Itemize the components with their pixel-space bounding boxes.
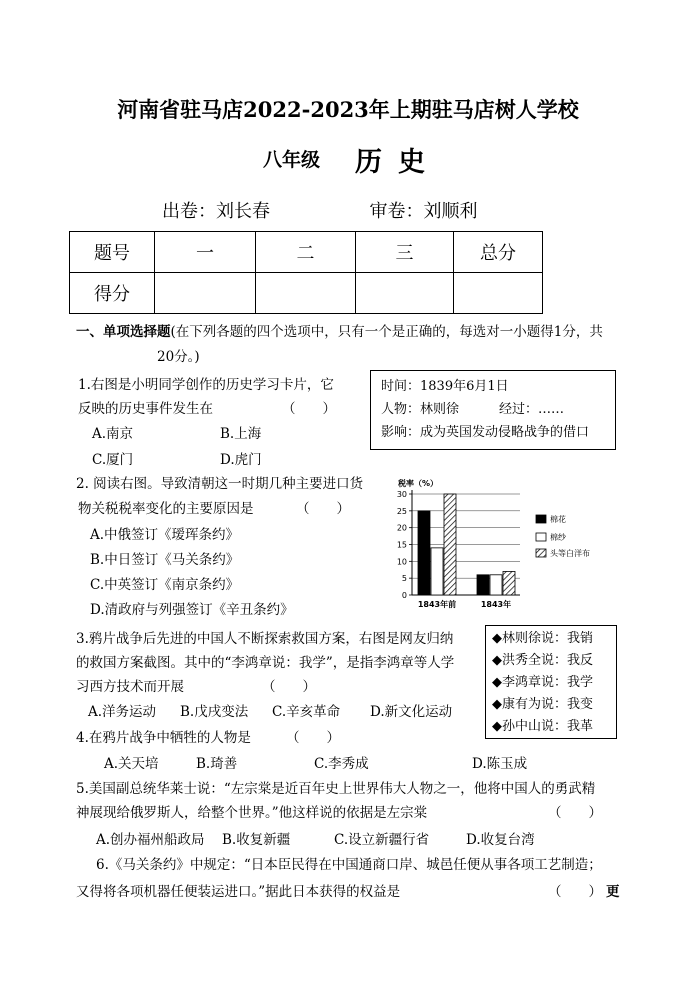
table-cell: 总分 bbox=[454, 232, 543, 273]
table-row bbox=[70, 273, 543, 314]
legend-swatch bbox=[536, 533, 546, 541]
q1-option-b[interactable]: B.上海 bbox=[220, 426, 262, 442]
legend-swatch bbox=[536, 549, 546, 557]
table-cell: 题号 bbox=[70, 232, 155, 273]
q3-option-c[interactable]: C.辛亥革命 bbox=[272, 704, 341, 720]
plan-item: ◆李鸿章说：我学 bbox=[492, 675, 593, 690]
bar-头等白洋布 bbox=[444, 494, 456, 595]
tariff-chart bbox=[392, 476, 614, 616]
reviewer-label: 审卷：刘顺利 bbox=[369, 201, 478, 222]
q4-option-d[interactable]: D.陈玉成 bbox=[472, 756, 528, 772]
bar-头等白洋布 bbox=[503, 571, 515, 595]
y-tick-label: 30 bbox=[396, 490, 407, 499]
section-desc: (在下列各题的四个选项中，只有一个是正确的，每选对一小题得1分，共 bbox=[170, 324, 603, 340]
y-tick-label: 15 bbox=[396, 540, 407, 550]
bar-棉花 bbox=[418, 511, 430, 595]
q1-line1: 1.右图是小明同学创作的历史学习卡片，它 bbox=[78, 377, 334, 393]
score-input-cell[interactable] bbox=[155, 273, 256, 314]
score-input-cell[interactable] bbox=[256, 273, 356, 314]
card-person-row bbox=[381, 398, 605, 421]
plan-item: ◆孙中山说：我革 bbox=[492, 719, 593, 734]
q6-tail: 更 bbox=[606, 884, 620, 900]
q2-line2: 物关税税率变化的主要原因是 bbox=[78, 501, 254, 517]
q6-line1: 6.《马关条约》中规定：“日本臣民得在中国通商口岸、城邑任便从事各项工艺制造； bbox=[96, 857, 602, 873]
q5-option-d[interactable]: D.收复台湾 bbox=[466, 832, 535, 848]
y-tick-label: 20 bbox=[396, 523, 407, 533]
bar-棉纱 bbox=[431, 548, 443, 595]
q5-blank: （ ） bbox=[548, 805, 602, 821]
author-label: 出卷：刘长春 bbox=[162, 201, 270, 222]
score-input-cell[interactable] bbox=[454, 273, 543, 314]
grade-label: 八年级 bbox=[263, 149, 321, 171]
table-cell: 一 bbox=[155, 232, 256, 273]
school-title: 河南省驻马店2022-2023年上期驻马店树人学校 bbox=[117, 97, 579, 122]
q5-line1: 5.美国副总统华莱士说：“左宗棠是近百年史上世界伟大人物之一，他将中国人的勇武精 bbox=[76, 781, 596, 797]
q4-option-c[interactable]: C.李秀成 bbox=[314, 756, 369, 772]
q1-line2: 反映的历史事件发生在 bbox=[78, 401, 213, 417]
q5-option-c[interactable]: C.设立新疆行省 bbox=[334, 832, 430, 848]
legend-label: 棉花 bbox=[550, 515, 566, 524]
score-table bbox=[69, 231, 543, 314]
table-cell: 得分 bbox=[70, 273, 155, 314]
q5-option-a[interactable]: A.创办福州船政局 bbox=[96, 832, 205, 848]
q3-option-b[interactable]: B.戊戌变法 bbox=[180, 704, 249, 720]
plan-item: ◆康有为说：我变 bbox=[492, 697, 593, 712]
q4-blank: （ ） bbox=[286, 730, 340, 746]
plan-item: ◆洪秀全说：我反 bbox=[492, 653, 593, 668]
q3-blank: （ ） bbox=[262, 679, 316, 695]
legend-label: 棉纱 bbox=[550, 533, 566, 542]
y-tick-label: 0 bbox=[401, 591, 407, 600]
table-cell: 三 bbox=[356, 232, 454, 273]
y-tick-label: 10 bbox=[396, 557, 407, 567]
q5-option-b[interactable]: B.收复新疆 bbox=[222, 832, 291, 848]
q1-option-a[interactable]: A.南京 bbox=[92, 426, 134, 442]
score-input-cell[interactable] bbox=[356, 273, 454, 314]
y-tick-label: 5 bbox=[401, 574, 407, 584]
subject-title: 历史 bbox=[355, 147, 441, 178]
q5-line2: 神展现给俄罗斯人，给整个世界。”他这样说的依据是左宗棠 bbox=[76, 805, 428, 821]
q1-option-c[interactable]: C.厦门 bbox=[92, 452, 134, 468]
study-card bbox=[370, 370, 616, 450]
q2-line1: 2. 阅读右图。导致清朝这一时期几种主要进口货 bbox=[76, 476, 364, 492]
q2-option-d[interactable]: D.清政府与列强签订《辛丑条约》 bbox=[90, 602, 294, 618]
x-tick-label: 1843年 bbox=[480, 600, 512, 609]
legend-swatch bbox=[536, 515, 546, 523]
q6-line2: 又得将各项机器任便装运进口。”据此日本获得的权益是 bbox=[76, 884, 401, 900]
q3-line2: 的救国方案截图。其中的“李鸿章说：我学”，是指李鸿章等人学 bbox=[76, 655, 455, 671]
rescue-plans-box bbox=[485, 625, 617, 739]
section-title-line bbox=[76, 320, 603, 344]
y-axis-label: 税率（%） bbox=[398, 479, 439, 488]
section-desc-cont: 20分。) bbox=[157, 349, 200, 365]
legend-label: 头等白洋布 bbox=[550, 549, 590, 558]
q3-option-a[interactable]: A.洋务运动 bbox=[88, 704, 157, 720]
table-cell: 二 bbox=[256, 232, 356, 273]
q4-line: 4.在鸦片战争中牺牲的人物是 bbox=[76, 730, 251, 746]
x-tick-label: 1843年前 bbox=[417, 600, 457, 609]
plan-item: ◆林则徐说：我销 bbox=[492, 631, 593, 646]
q2-option-a[interactable]: A.中俄签订《瑷珲条约》 bbox=[90, 527, 240, 543]
q1-option-d[interactable]: D.虎门 bbox=[220, 452, 262, 468]
section-title: 一、单项选择题 bbox=[76, 324, 171, 340]
y-tick-label: 25 bbox=[396, 506, 407, 516]
table-row bbox=[70, 232, 543, 273]
card-process: 经过：…… bbox=[499, 402, 565, 417]
q3-option-d[interactable]: D.新文化运动 bbox=[370, 704, 453, 720]
card-person: 人物：林则徐 bbox=[381, 402, 460, 417]
q2-option-c[interactable]: C.中英签订《南京条约》 bbox=[90, 577, 240, 593]
card-impact: 影响：成为英国发动侵略战争的借口 bbox=[381, 425, 590, 440]
q4-option-b[interactable]: B.琦善 bbox=[196, 756, 238, 772]
q6-blank: （ ） bbox=[548, 884, 602, 900]
bar-棉纱 bbox=[490, 575, 502, 595]
q3-line3: 习西方技术而开展 bbox=[76, 679, 184, 695]
q3-line1: 3.鸦片战争后先进的中国人不断探索救国方案，右图是网友归纳 bbox=[76, 631, 454, 647]
q2-option-b[interactable]: B.中日签订《马关条约》 bbox=[90, 552, 240, 568]
card-time: 时间：1839年6月1日 bbox=[381, 379, 509, 394]
authors-line bbox=[162, 197, 477, 223]
bar-棉花 bbox=[477, 575, 489, 595]
q1-blank: （ ） bbox=[282, 401, 336, 417]
q4-option-a[interactable]: A.关天培 bbox=[104, 756, 159, 772]
q2-blank: （ ） bbox=[296, 501, 350, 517]
